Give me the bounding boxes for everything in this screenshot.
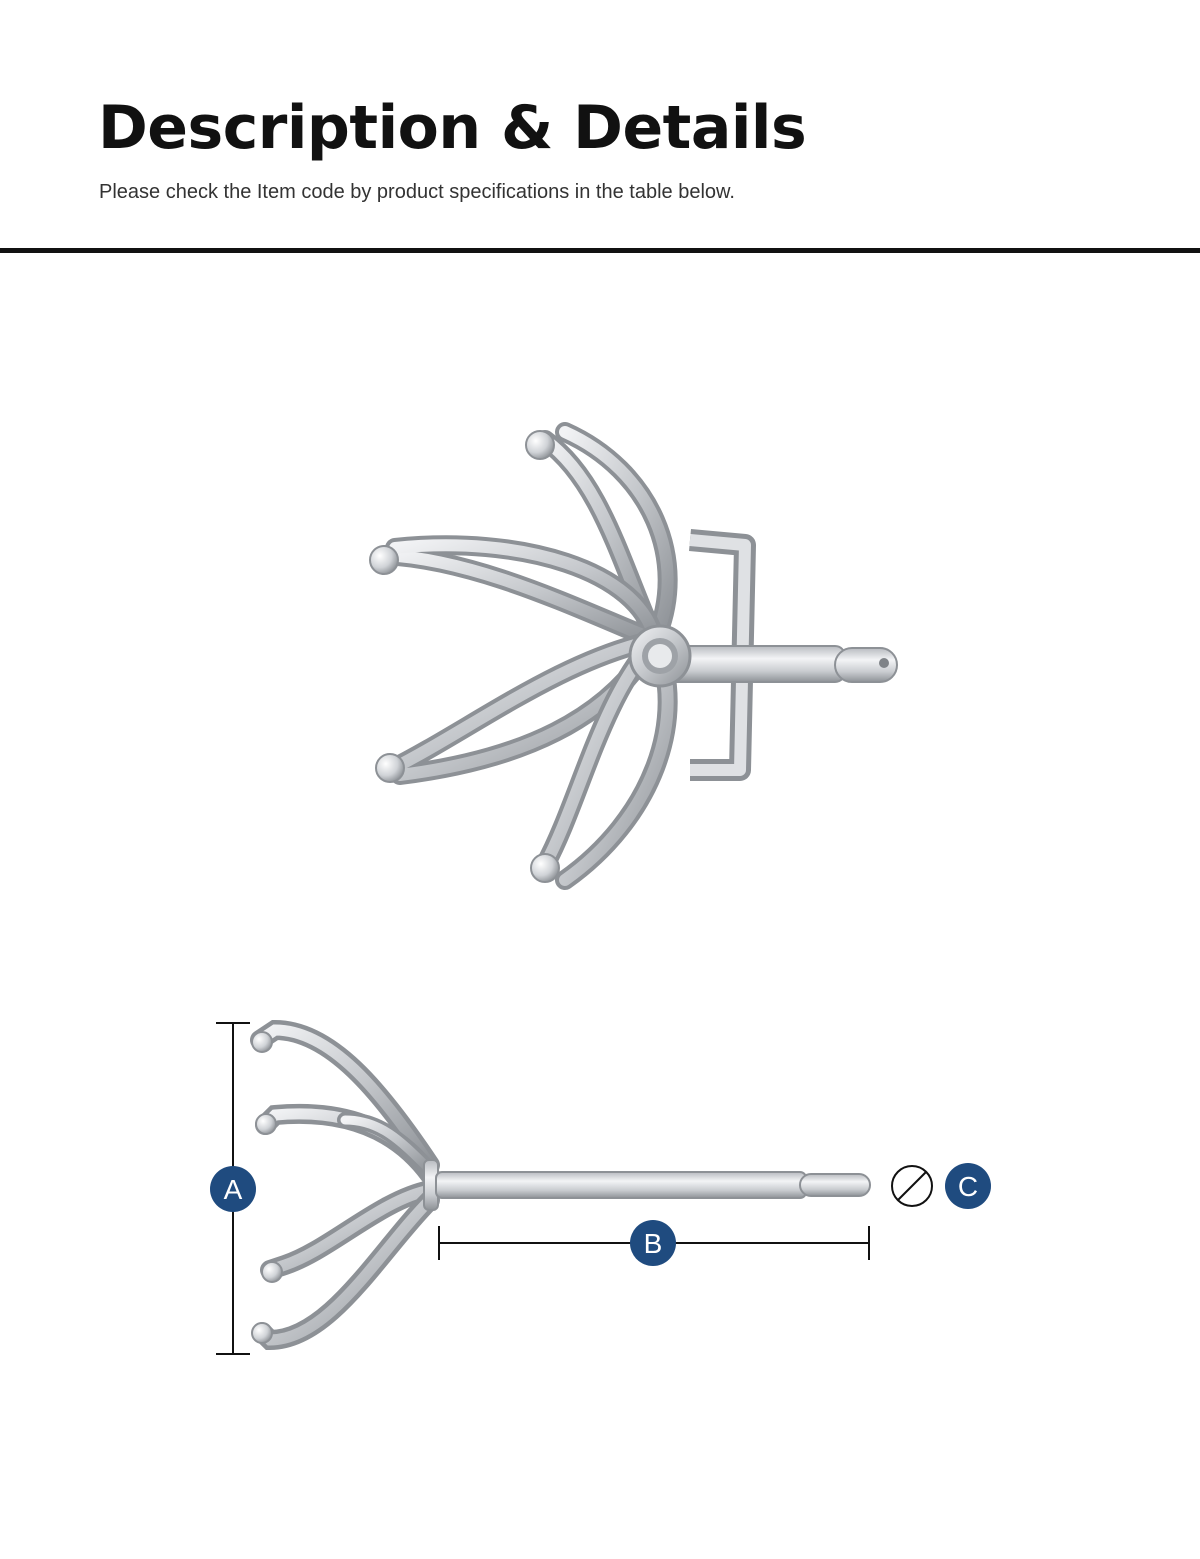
diameter-icon xyxy=(892,1166,932,1206)
earring-top-view xyxy=(370,431,897,882)
earring-side-view xyxy=(210,1023,991,1354)
side-prongs xyxy=(260,1030,430,1340)
badge-c-label: C xyxy=(957,1171,979,1202)
page-header xyxy=(0,0,1200,254)
header-divider xyxy=(0,248,1200,253)
badge-b-label: B xyxy=(643,1228,663,1259)
badge-a-label: A xyxy=(223,1174,243,1205)
prong-tips xyxy=(370,431,559,882)
badge-c xyxy=(945,1163,991,1209)
page-title: Description & Details xyxy=(98,93,807,163)
prong-petals xyxy=(385,432,668,880)
page-subtitle: Please check the Item code by product specifications in the table below. xyxy=(99,181,735,203)
badge-a xyxy=(210,1166,256,1212)
earring-post-side xyxy=(436,1172,870,1198)
badge-b xyxy=(630,1220,676,1266)
side-prong-tips xyxy=(252,1032,282,1343)
product-illustration xyxy=(0,254,1200,1559)
earring-post-top xyxy=(655,646,897,682)
center-collar xyxy=(630,626,690,686)
